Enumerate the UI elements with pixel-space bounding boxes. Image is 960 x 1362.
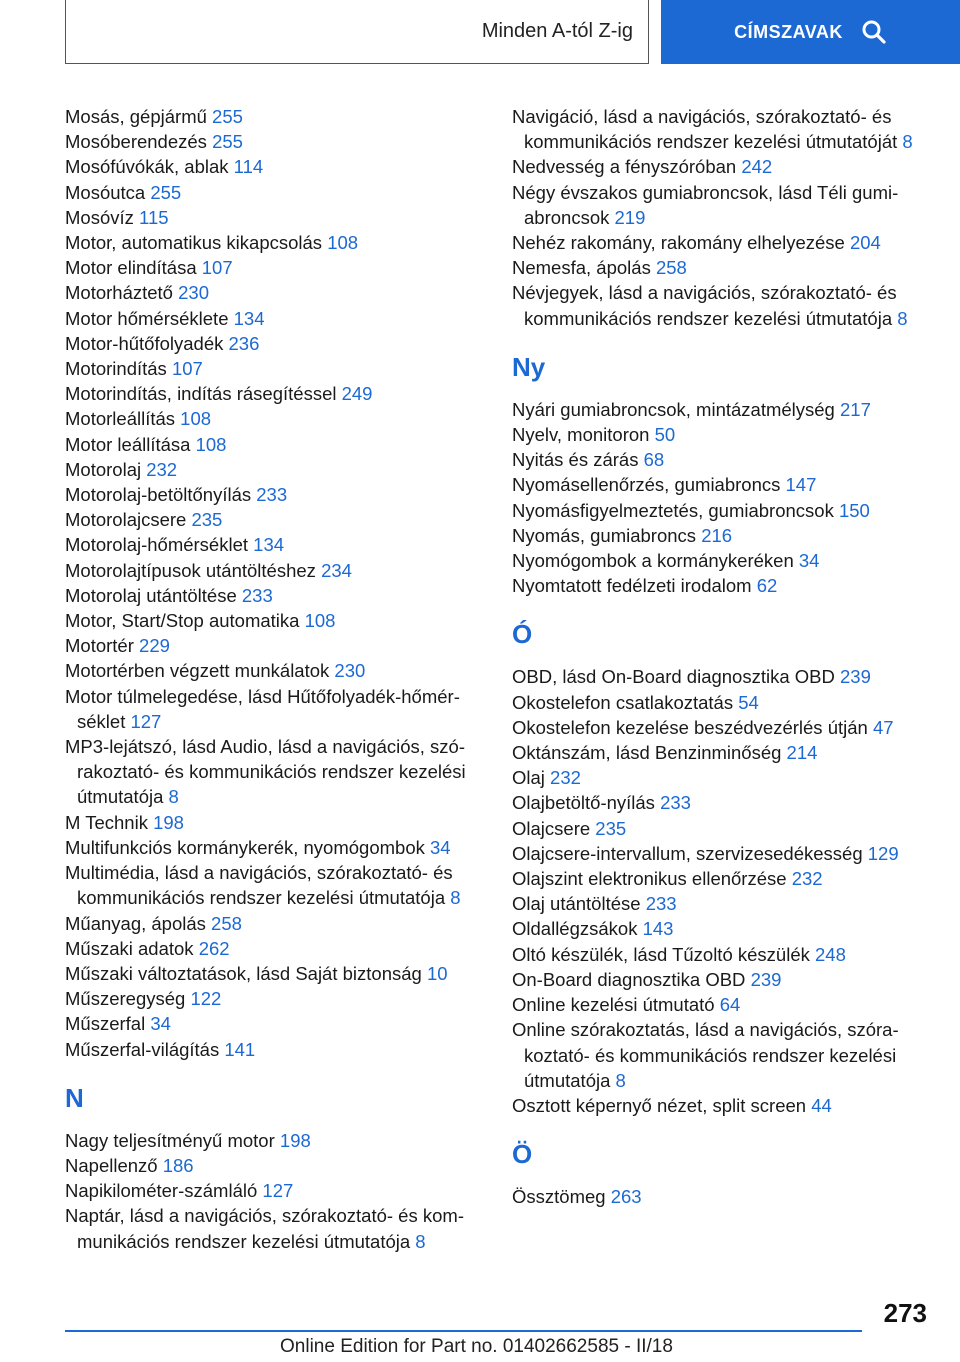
index-entry [512,765,932,790]
page-link[interactable]: 47 [872,716,894,738]
page-link[interactable]: 10 [426,962,448,984]
header [0,0,960,66]
index-entry-text: Motor-hűtőfolyadék [65,332,224,354]
page-link[interactable]: 249 [341,383,373,405]
index-entry-text: Motortér [65,635,134,657]
page-link[interactable]: 150 [838,499,870,521]
index-entry-text: Nyomtatott fedélzeti irodalom [512,575,752,597]
index-entry [65,583,485,608]
index-entry-text: Navigáció, lásd a navigációs, szórakoztató- és kommunikációs rendszer kezelési útmutatóját [512,106,898,153]
index-entry [512,1184,932,1209]
page-link[interactable]: 233 [660,792,691,814]
page-link[interactable]: 107 [201,257,233,279]
index-entry-text: Mosófúvókák, ablak [65,156,229,178]
index-entry [65,180,485,205]
page-link[interactable]: 44 [811,1094,832,1116]
index-entry [512,523,932,548]
index-entry [512,447,932,472]
index-entry-text: Műszaki változtatások, lásd Saját biztonság [65,962,422,984]
index-entry [512,154,932,179]
index-entry [65,104,485,129]
index-entry [65,911,485,936]
page-link[interactable]: 108 [195,433,227,455]
index-entry-text: Műszerfal-világítás [65,1038,220,1060]
index-entry-text: Műszaki adatok [65,937,194,959]
index-entry-text: Olajszint elektronikus ellenőrzése [512,868,787,890]
index-entry [512,422,932,447]
page-link[interactable]: 34 [798,550,820,572]
page-link[interactable]: 248 [815,943,846,965]
index-entry [65,356,485,381]
page-link[interactable]: 127 [262,1180,294,1202]
index-entry-text: Mosóberendezés [65,131,207,153]
page-link[interactable]: 235 [191,509,223,531]
page-link[interactable]: 263 [610,1186,642,1208]
index-entry [512,690,932,715]
index-entry [512,548,932,573]
index-entry [512,397,932,422]
index-entry-text: Nyári gumiabroncsok, mintázatmélység [512,398,835,420]
index-entry-text: Naptár, lásd a navigációs, szórakoztató- és kommunikációs rendszer kezelési útmutatója [65,1205,464,1252]
page-link[interactable]: 233 [256,484,288,506]
footer-divider [65,1330,862,1332]
page-link[interactable]: 204 [849,232,881,254]
page-link[interactable]: 255 [212,131,243,153]
page-link[interactable]: 143 [642,918,674,940]
page-link[interactable]: 232 [791,868,823,890]
index-entry-text: Motor, automatikus kikapcsolás [65,232,323,254]
index-entry [65,734,485,810]
index-entry [512,841,932,866]
index-column-right [512,104,932,1209]
index-entry-text: Motor túlmelegedése, lásd Hűtőfolyadék-hőmérséklet [65,685,460,732]
index-entry-text: Motorolaj-hőmérséklet [65,534,249,556]
index-entry [65,482,485,507]
index-entry [65,684,485,734]
index-entry-text: On-Board diagnosztika OBD [512,968,746,990]
page-link[interactable]: 108 [180,408,212,430]
index-entry [65,1128,485,1153]
index-entry-text: Motor leállítása [65,433,191,455]
page-link[interactable]: 34 [430,836,451,858]
index-entry-text: Nemesfa, ápolás [512,257,651,279]
index-entry [512,573,932,598]
index-entry [512,715,932,740]
index-entry-text: Nyomás, gumiabroncs [512,524,697,546]
index-entry-text: Nehéz rakomány, rakomány elhelyezése [512,232,845,254]
page-link[interactable]: 34 [150,1013,171,1035]
index-entry-text: Okostelefon csatlakoztatás [512,691,734,713]
page-link[interactable]: 8 [902,131,913,153]
page-link[interactable]: 115 [139,206,169,228]
page-link[interactable]: 147 [785,474,817,496]
index-entry-text: Nyomásfigyelmeztetés, gumiabroncsok [512,499,834,521]
index-entry [512,992,932,1017]
index-entry [65,205,485,230]
page-link[interactable]: 239 [750,968,782,990]
page-number: 273 [883,1298,927,1328]
index-entry-text: Online szórakoztatás, lásd a navigációs, szórakoztató- és kommunikációs rendszer kezelési útmutatója [512,1019,899,1091]
page-link[interactable]: 64 [719,994,741,1016]
index-entry-text: Olaj utántöltése [512,893,641,915]
index-entry [65,381,485,406]
index-entry [512,180,932,230]
index-entry-text: Napellenző [65,1154,158,1176]
page-link[interactable]: 186 [162,1154,194,1176]
page-link[interactable]: 255 [212,106,243,127]
index-entry-text: Mosóvíz [65,206,134,228]
index-entry-text: Nagy teljesítményű motor [65,1129,275,1151]
tab-a-to-z-label: Minden A-tól Z-ig [481,20,633,42]
index-entry [65,936,485,961]
page-link[interactable]: 242 [741,156,773,178]
index-entry-text: MP3-lejátszó, lásd Audio, lásd a navigációs, szórakoztató- és kommunikációs rendszer kezelési útmutatója [65,736,466,808]
index-entry [65,457,485,482]
index-entry-text: Négy évszakos gumiabroncsok, lásd Téli gumiabroncsok [512,181,899,228]
page-link[interactable]: 198 [279,1129,311,1151]
page-link[interactable]: 262 [198,937,230,959]
index-entry-text: Oltó készülék, lásd Tűzoltó készülék [512,943,810,965]
index-entry [65,986,485,1011]
index-entry [512,967,932,992]
index-entry-text: Olajcsere-intervallum, szervizesedékesség [512,842,863,864]
page-link[interactable]: 62 [756,575,778,597]
index-entry-text: Mosás, gépjármű [65,106,207,127]
index-entry-text: M Technik [65,811,148,833]
index-entry-text: Motor elindítása [65,257,197,279]
page-link[interactable]: 127 [130,710,162,732]
section-letter: Ny [512,351,546,382]
tab-keywords-label: CÍMSZAVAK [734,21,843,42]
page-link[interactable]: 233 [241,584,273,606]
page-link[interactable]: 219 [614,206,646,228]
page-link[interactable]: 232 [146,458,178,480]
index-entry-text: Nyelv, monitoron [512,424,650,446]
index-entry [65,1037,485,1062]
page-link[interactable]: 141 [224,1038,256,1060]
index-entry [65,658,485,683]
index-entry-text: Motorindítás, indítás rásegítéssel [65,383,337,405]
page-link[interactable]: 122 [190,988,222,1010]
page-link[interactable]: 50 [654,424,676,446]
page-link[interactable]: 258 [211,912,242,934]
index-entry-text: Oldallégzsákok [512,918,638,940]
index-entry [65,532,485,557]
index-entry-text: Motor hőmérséklete [65,307,229,329]
page-link[interactable]: 239 [840,666,871,688]
page-link[interactable]: 217 [840,398,871,420]
page-link[interactable]: 108 [327,232,359,254]
index-entry-text: Motor, Start/Stop automatika [65,610,300,632]
index-entry [65,1178,485,1203]
page-link[interactable]: 229 [139,635,170,657]
index-entry-text: Nyomógombok a kormánykeréken [512,550,794,572]
index-entry-text: Motorháztető [65,282,173,304]
index-entry [512,472,932,497]
index-entry [65,432,485,457]
search-icon[interactable] [861,19,887,45]
index-entry [65,306,485,331]
page-link[interactable]: 134 [253,534,285,556]
tab-a-to-z[interactable] [65,0,649,64]
section-letter: N [65,1082,84,1113]
index-entry-text: Multifunkciós kormánykerék, nyomógombok [65,836,425,858]
index-entry-text: Nyitás és zárás [512,449,639,471]
index-entry-text: Motorindítás [65,358,167,380]
index-entry [65,961,485,986]
index-entry [65,1203,485,1253]
page-link[interactable]: 8 [168,786,179,808]
page-link[interactable]: 230 [334,660,366,682]
index-entry [512,280,932,330]
index-entry-text: Okostelefon kezelése beszédvezérlés útján [512,716,868,738]
page-link[interactable]: 216 [701,524,733,546]
index-entry-text: Műszeregység [65,988,186,1010]
index-entry-text: Olajcsere [512,817,591,839]
page-link[interactable]: 54 [738,691,759,713]
page-link[interactable]: 8 [450,887,461,909]
index-entry [512,1093,932,1118]
index-entry [512,664,932,689]
index-entry-text: Olajbetöltő-nyílás [512,792,655,814]
index-entry-text: Motorleállítás [65,408,176,430]
index-entry-text: OBD, lásd On-Board diagnosztika OBD [512,666,835,688]
index-entry-text: Névjegyek, lásd a navigációs, szórakoztató- és kommunikációs rendszer kezelési útmutatója [512,282,897,329]
page-link[interactable]: 233 [645,893,677,915]
page-link[interactable]: 235 [595,817,627,839]
index-entry-text: Motorolaj utántöltése [65,584,237,606]
page-link[interactable]: 8 [415,1230,426,1252]
index-entry-text: Motorolajcsere [65,509,187,531]
index-entry-text: Motorolaj-betöltőnyílás [65,484,252,506]
index-entry [65,1011,485,1036]
page-link[interactable]: 258 [655,257,687,279]
index-entry [512,1017,932,1093]
index-entry-text: Napikilométer-számláló [65,1180,258,1202]
index-entry [512,866,932,891]
index-entry-text: Motorolajtípusok utántöltéshez [65,559,316,581]
page-link[interactable]: 198 [153,811,184,833]
index-entry-text: Össztömeg [512,1186,606,1208]
index-entry [512,104,932,154]
section-letter: Ö [512,1139,533,1170]
index-entry-text: Mosóutca [65,181,146,203]
index-entry [512,942,932,967]
index-entry-text: Nyomásellenőrzés, gumiabroncs [512,474,781,496]
tab-keywords[interactable] [661,0,960,64]
index-entry [65,835,485,860]
index-entry [65,810,485,835]
index-entry [512,891,932,916]
index-entry [512,916,932,941]
index-entry-text: Műanyag, ápolás [65,912,206,934]
index-entry [65,406,485,431]
index-entry [65,255,485,280]
index-entry [512,816,932,841]
page-link[interactable]: 134 [233,307,265,329]
index-entry [65,608,485,633]
index-entry [512,498,932,523]
index-column-left [65,104,485,1254]
section-letter: Ó [512,619,533,650]
index-entry [512,740,932,765]
index-entry-text: Műszerfal [65,1013,146,1035]
index-entry [65,1153,485,1178]
page-link[interactable]: 234 [321,559,352,581]
index-entry [65,331,485,356]
index-entry [65,129,485,154]
index-entry-text: Nedvesség a fényszóróban [512,156,737,178]
index-entry-text: Motortérben végzett munkálatok [65,660,330,682]
page-link[interactable]: 255 [150,181,182,203]
index-entry [65,860,485,910]
index-entry [65,507,485,532]
page-link[interactable]: 68 [643,449,665,471]
index-entry-text: Multimédia, lásd a navigációs, szórakoztató- és kommunikációs rendszer kezelési útmutatója [65,862,453,909]
page-link[interactable]: 129 [867,842,899,864]
page-link[interactable]: 108 [304,610,336,632]
index-entry [65,230,485,255]
page-link[interactable]: 236 [228,332,260,354]
page-link[interactable]: 107 [171,358,203,380]
index-entry [65,633,485,658]
page-link[interactable]: 114 [233,156,264,178]
index-entry-text: Oktánszám, lásd Benzinminőség [512,742,782,764]
page-link[interactable]: 232 [550,767,581,789]
index-entry [65,280,485,305]
page-link[interactable]: 214 [786,742,818,764]
index-entry [512,790,932,815]
index-entry-text: Motorolaj [65,458,142,480]
index-entry [65,558,485,583]
page-link[interactable]: 230 [178,282,209,304]
page-link[interactable]: 8 [615,1069,626,1091]
index-entry [512,255,932,280]
index-entry-text: Osztott képernyő nézet, split screen [512,1094,807,1116]
page-link[interactable]: 8 [897,307,908,329]
index-entry [512,230,932,255]
index-entry-text: Online kezelési útmutató [512,994,715,1016]
index-entry [65,154,485,179]
index-entry-text: Olaj [512,767,545,789]
edition-note: Online Edition for Part no. 01402662585 - II/18 [280,1336,673,1357]
